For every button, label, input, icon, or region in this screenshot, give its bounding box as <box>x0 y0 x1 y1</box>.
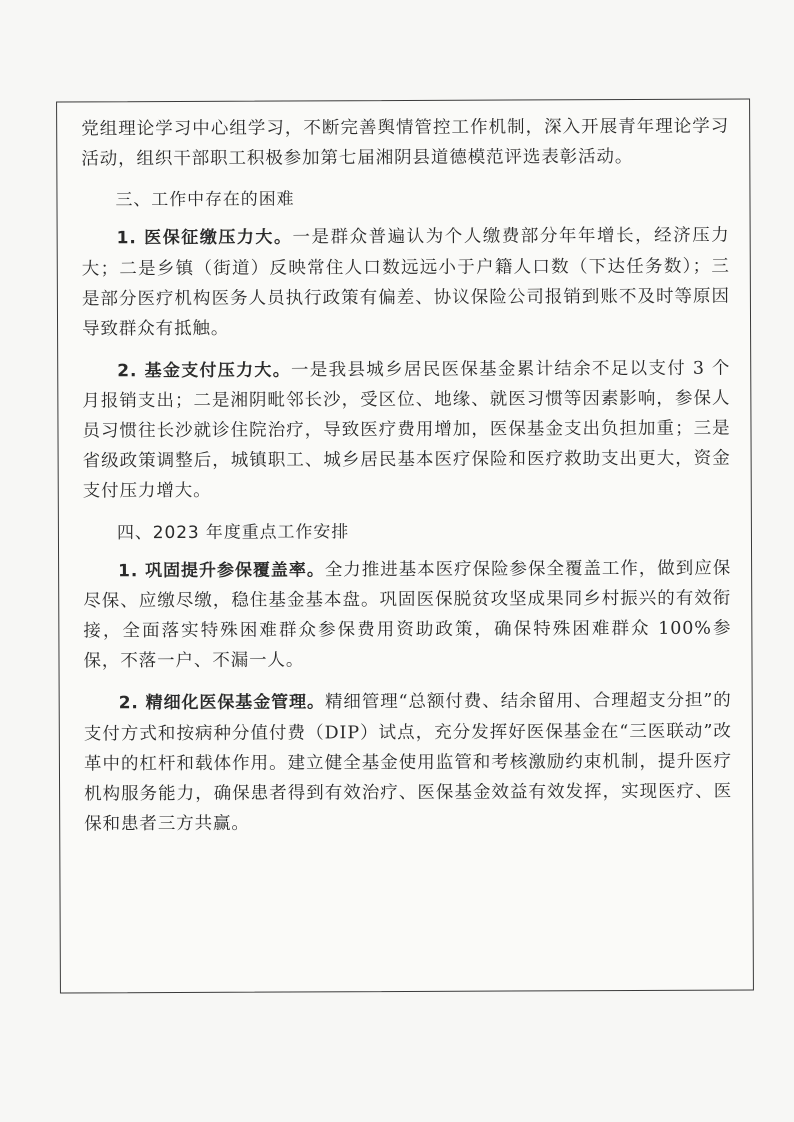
section-heading-2023-plan: 四、2023 年度重点工作安排 <box>116 521 350 543</box>
paragraph-lead: 1. 医保征缴压力大。 <box>116 227 293 249</box>
paragraph-coverage-rate <box>83 553 732 676</box>
paragraph-lead: 2. 基金支付压力大。 <box>117 360 292 382</box>
paragraph-body: 一是我县城乡居民医保基金累计结余不足以支付 3 个月报销支出；二是湘阴毗邻长沙，受区位、地缘、就医习惯等因素影响，参保人员习惯往长沙就诊住院治疗，导致医疗费用增加，医保基金支出负担加重；三是省级政策调整后，城镇职工、城乡居民基本医疗保险和医疗救助支出更大，资金支付压力增大。 <box>82 358 731 502</box>
paragraph-fund-management <box>84 686 733 839</box>
paragraph-collection-pressure <box>82 221 731 344</box>
document-page <box>56 98 754 993</box>
paragraph-fund-payment-pressure <box>82 354 731 507</box>
intro-paragraph: 党组理论学习中心组学习，不断完善舆情管控工作机制，深入开展青年理论学习活动，组织干部职工积极参加第七届湘阴县道德模范评选表彰活动。 <box>81 116 730 170</box>
section-heading-difficulties: 三、工作中存在的困难 <box>115 189 295 211</box>
paragraph-lead: 1. 巩固提升参保覆盖率。 <box>118 560 325 582</box>
paragraph-body: 全力推进基本医疗保险参保全覆盖工作，做到应保尽保、应缴尽缴，稳住基金基本盘。巩固医保脱贫攻坚成果同乡村振兴的有效衔接，全面落实特殊困难群众参保费用资助政策，确保特殊困难群众 100%参保，不落一户、不漏一人。 <box>83 558 732 672</box>
paragraph-body: 精细管理“总额付费、结余留用、合理超支分担”的支付方式和按病种分值付费（DIP）试点，充分发挥好医保基金在“三医联动”改革中的杠杆和载体作用。建立健全基金使用监管和考核激励约束机制，提升医疗机构服务能力，确保患者得到有效治疗、医保基金效益有效发挥，实现医疗、医保和患者三方共赢。 <box>83 690 733 835</box>
paragraph-body: 一是群众普遍认为个人缴费部分年年增长，经济压力大；二是乡镇（街道）反映常住人口数远远小于户籍人口数（下达任务数）；三是部分医疗机构医务人员执行政策有偏差、协议保险公司报销到账不及时等原因导致群众有抵触。 <box>81 226 730 340</box>
document-body <box>81 112 732 852</box>
paragraph-lead: 2. 精细化医保基金管理。 <box>118 692 325 714</box>
